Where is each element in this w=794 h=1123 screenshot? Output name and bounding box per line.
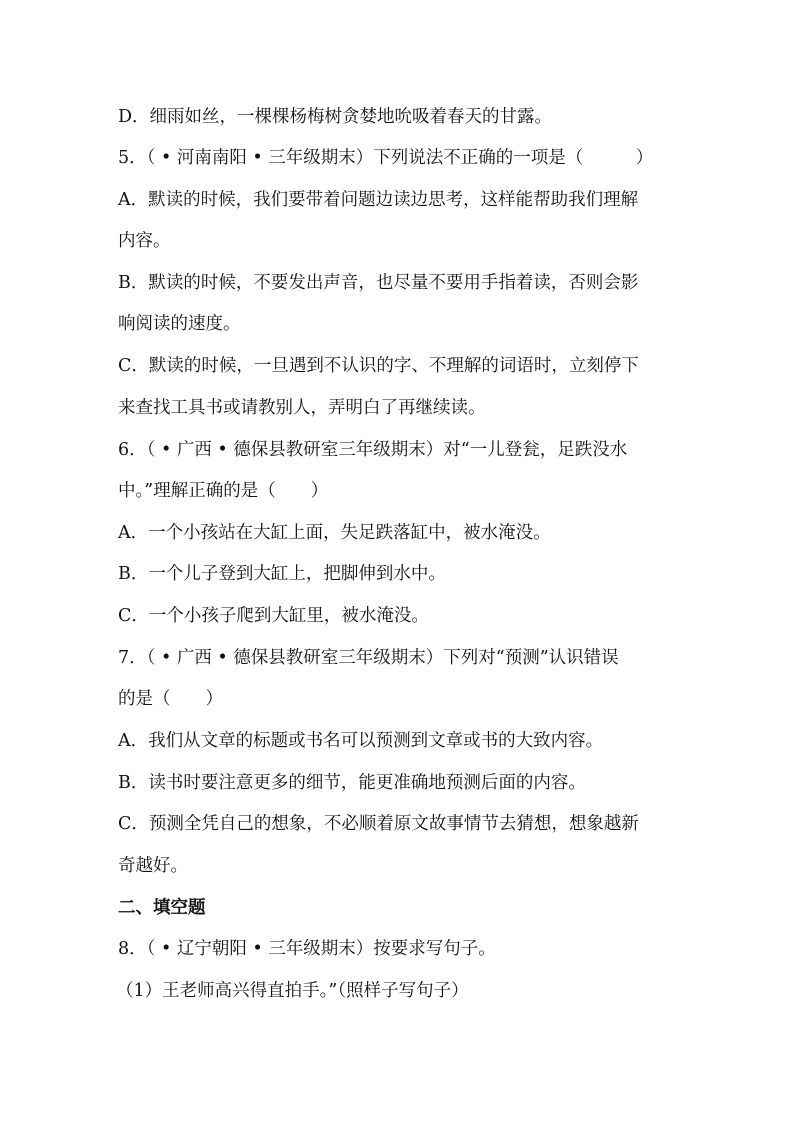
option-5b-cont: 响阅读的速度。 [118,314,241,334]
option-7b: B．读书时要注意更多的细节，能更准确地预测后面的内容。 [118,773,586,793]
option-6a: A．一个小孩站在大缸上面，失足跌落缸中，被水淹没。 [118,523,551,543]
question-6: 6．（ • 广西 • 德保县教研室三年级期末）对“一儿登瓮，足跌没水 [118,440,628,460]
option-5a-cont: 内容。 [118,231,171,251]
option-7a: A．我们从文章的标题或书名可以预测到文章或书的大致内容。 [118,731,604,751]
option-4d: D．细雨如丝，一棵棵杨梅树贪婪地吮吸着春天的甘露。 [118,107,553,127]
option-5a: A．默读的时候，我们要带着问题边读边思考，这样能帮助我们理解 [118,190,639,210]
option-6b: B．一个儿子登到大缸上，把脚伸到水中。 [118,564,446,584]
section-heading-fill-in: 二、填空题 [118,898,206,918]
option-5c: C．默读的时候，一旦遇到不认识的字、不理解的词语时，立刻停下 [118,356,639,376]
question-5: 5．（ • 河南南阳 • 三年级期末）下列说法不正确的一项是（ ） [118,148,654,168]
option-5b: B．默读的时候，不要发出声音，也尽量不要用手指着读，否则会影 [118,273,639,293]
option-6c: C．一个小孩子爬到大缸里，被水淹没。 [118,606,429,626]
option-7c-cont: 奇越好。 [118,856,188,876]
question-6-cont: 中。”理解正确的是（ ） [118,481,329,501]
option-5c-cont: 来查找工具书或请教别人，弄明白了再继续读。 [118,398,486,418]
question-8-part-1: （1）王老师高兴得直拍手。”（照样子写句子） [116,981,469,1001]
question-7: 7．（ • 广西 • 德保县教研室三年级期末）下列对“预测”认识错误 [118,648,619,668]
question-8: 8．（ • 辽宁朝阳 • 三年级期末）按要求写句子。 [118,939,496,959]
question-7-cont: 的是（ ） [118,689,223,709]
option-7c: C．预测全凭自己的想象，不必顺着原文故事情节去猜想，想象越新 [118,814,639,834]
